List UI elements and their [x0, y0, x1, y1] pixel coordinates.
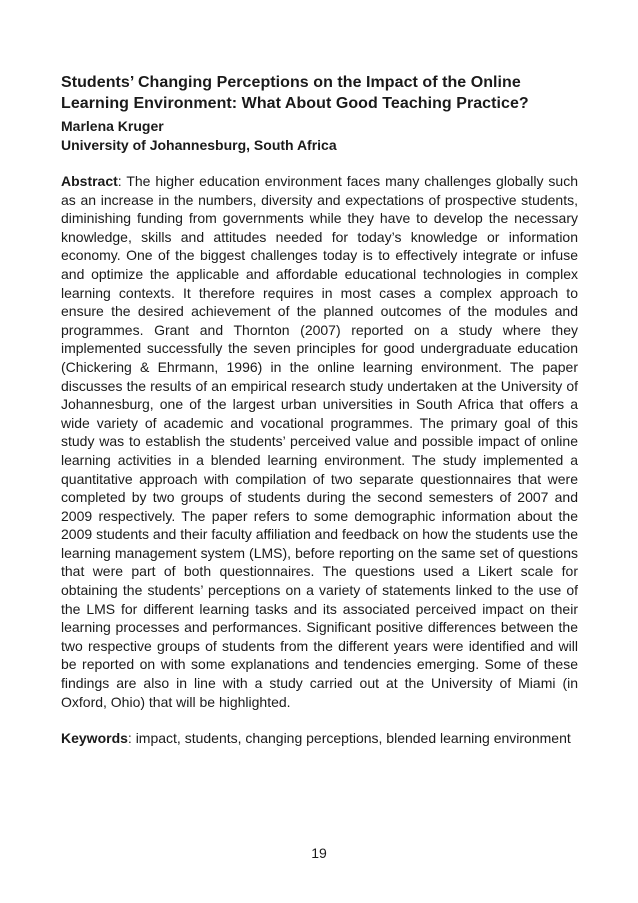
page-number: 19 — [311, 845, 327, 861]
keywords-paragraph — [61, 729, 578, 748]
author-affiliation: University of Johannesburg, South Africa — [61, 136, 337, 153]
keywords-label: Keywords — [61, 730, 128, 747]
abstract-text: : The higher education environment faces many challenges globally such as an increase in the numbers, diversity and expectations of prospective students, diminishing funding from governments while they have to develop the necessary knowledge, skills and attitudes needed for today’s knowledge or information economy. One of the biggest challenges today is to effectively integrate or infuse and optimize the applicable and affordable educational technologies in complex learning contexts. It therefore requires in most cases a complex approach to ensure the desired achievement of the planned outcomes of the modules and programmes. Grant and Thornton (2007) reported on a study where they implemented successfully the seven principles for good undergraduate education (Chickering & Ehrmann, 1996) in the online learning environment. The paper discusses the results of an empirical research study undertaken at the University of Johannesburg, one of the largest urban universities in South Africa that offers a wide variety of academic and vocational programmes. The primary goal of this study was to establish the students’ perceived value and possible impact of online learning activities in a blended learning environment. The study implemented a quantitative approach with compilation of two separate questionnaires that were completed by two groups of students during the second semesters of 2007 and 2009 respectively. The paper refers to some demographic information about the 2009 students and their faculty affiliation and feedback on how the students use the learning management system (LMS), before reporting on the same set of questions that were part of both questionnaires. The questions used a Likert scale for obtaining the students’ perceptions on a variety of statements linked to the use of the LMS for different learning tasks and its associated perceived impact on their learning processes and performances. Significant positive differences between the two respective groups of students from the different years were identified and will be reported on with some explanations and tendencies emerging. Some of these findings are also in line with a study carried out at the University of Miami (in Oxford, Ohio) that will be highlighted. — [61, 173, 578, 710]
document-page — [61, 72, 578, 748]
abstract-label: Abstract — [61, 173, 118, 189]
author-name: Marlena Kruger — [61, 118, 164, 134]
paper-title: Students’ Changing Perceptions on the Impact of the Online Learning Environment: What About Good Teaching Practice? — [61, 74, 529, 112]
abstract-paragraph — [61, 172, 578, 711]
keywords-text: : impact, students, changing perceptions, blended learning environment — [127, 730, 571, 747]
